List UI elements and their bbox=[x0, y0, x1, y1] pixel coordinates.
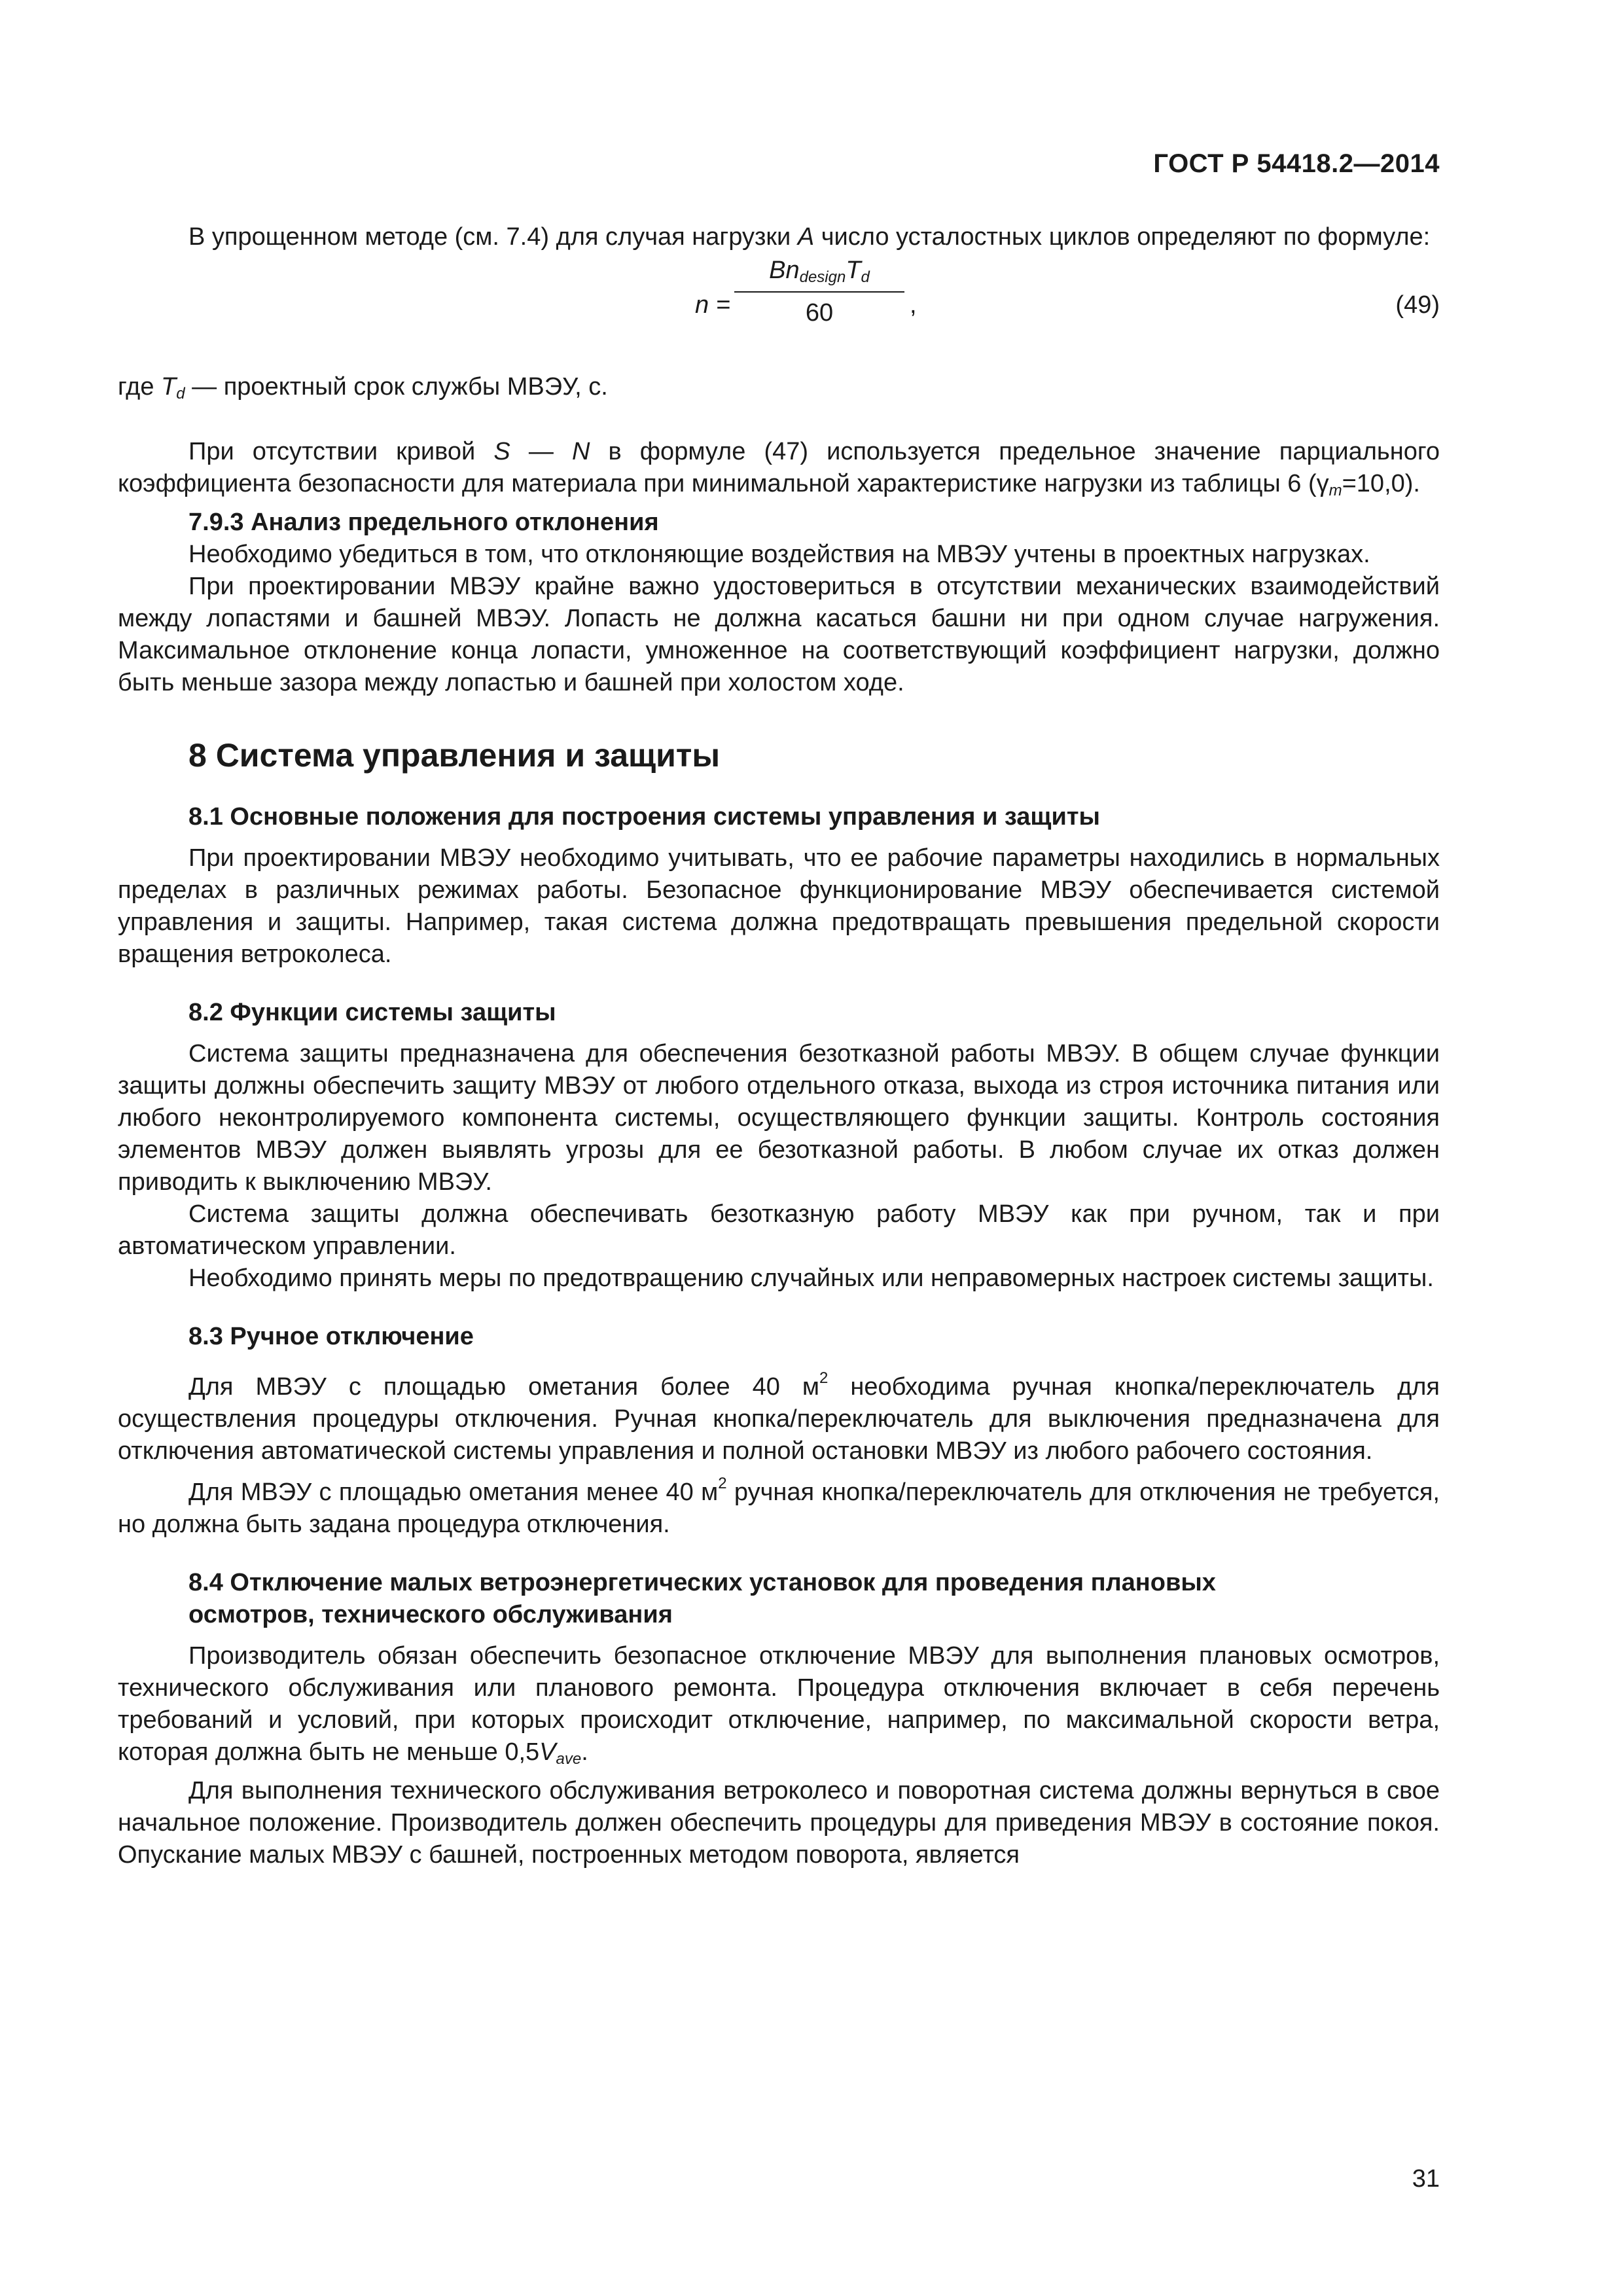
document-body bbox=[118, 221, 1440, 1871]
fraction-bar bbox=[734, 291, 904, 293]
variable-a: A bbox=[797, 223, 815, 251]
formula-49 bbox=[118, 253, 1440, 371]
heading-8-1: 8.1 Основные положения для построения системы управления и защиты bbox=[188, 803, 1100, 831]
paragraph-8-3-a: Для МВЭУ с площадью ометания более 40 $м^2$ необходима ручная кнопка/переключатель для осуществления процедуры отключения. Ручная кнопка/переключатель для выключения предназначена для отключения автоматической системы управления и полной остановки МВЭУ из любого рабочего состояния. bbox=[118, 1369, 1440, 1465]
formula-fraction bbox=[734, 253, 904, 328]
paragraph-simplified-method bbox=[118, 221, 1440, 253]
formula-lhs: n = bbox=[695, 291, 730, 319]
heading-8-4-line1: 8.4 Отключение малых ветроэнергетических установок для проведения плановых bbox=[188, 1569, 1216, 1596]
paragraph-8-4-a: Производитель обязан обеспечить безопасное отключение МВЭУ для выполнения плановых осмотров, технического обслуживания или планового ремонта. Процедура отключения включает в себя перечень требований и условий, при которых происходит отключение, например, по максимальной скорости ветра, которая должна быть не меньше $0,5V_{ave}$. bbox=[118, 1642, 1440, 1768]
paragraph-8-3-b: Для МВЭУ с площадью ометания менее 40 $м^2$ ручная кнопка/переключатель для отключения не требуется, но должна быть задана процедура отключения. bbox=[118, 1475, 1440, 1538]
formula-comma: , bbox=[910, 291, 917, 319]
heading-section-8: 8 Система управления и защиты bbox=[188, 737, 721, 774]
heading-8-3: 8.3 Ручное отключение bbox=[188, 1323, 474, 1350]
standard-header: ГОСТ Р 54418.2—2014 bbox=[1153, 149, 1440, 178]
text-run: число усталостных циклов определяют по формуле: bbox=[814, 223, 1431, 251]
paragraph-8-1: При проектировании МВЭУ необходимо учитывать, что ее рабочие параметры находились в нормальных пределах в различных режимах работы. Безопасное функционирование МВЭУ обеспечивается системой управления и защиты. Например, такая система должна предотвращать превышения предельной скорости вращения ветроколеса. bbox=[118, 844, 1440, 968]
formula-denominator: 60 bbox=[805, 299, 834, 327]
page-number: 31 bbox=[1412, 2165, 1440, 2193]
heading-7-9-3: 7.9.3 Анализ предельного отклонения bbox=[188, 509, 659, 536]
paragraph-8-4-b: Для выполнения технического обслуживания ветроколесо и поворотная система должны вернуться в свое начальное положение. Производитель должен обеспечить процедуры для приведения МВЭУ в состояние покоя. Опускание малых МВЭУ с башней, построенных методом поворота, является bbox=[118, 1777, 1440, 1869]
paragraph-8-2-a: Система защиты предназначена для обеспечения безотказной работы МВЭУ. В общем случае функции защиты должны обеспечить защиту МВЭУ от любого отдельного отказа, выхода из строя источника питания или любого неконтролируемого компонента системы, осуществляющего функции защиты. Контроль состояния элементов МВЭУ должен выявлять угрозы для ее безотказной работы. В любом случае их отказ должен приводить к выключению МВЭУ. bbox=[118, 1040, 1440, 1196]
formula-numerator: $Bn_{design}T_d$ bbox=[769, 257, 870, 286]
text-run: В упрощенном методе (см. 7.4) для случая нагрузки bbox=[188, 223, 798, 251]
paragraph-sn-curve: При отсутствии кривой S — N в формуле (47) используется предельное значение парциального коэффициента безопасности для материала при минимальной характеристике нагрузки из таблицы 6 $(\gamma_m=10,0)$. bbox=[118, 438, 1440, 499]
heading-8-2: 8.2 Функции системы защиты bbox=[188, 999, 556, 1026]
where-clause: где $T_d$ — проектный срок службы МВЭУ, с. bbox=[118, 373, 608, 403]
paragraph-deflection-loads: Необходимо убедиться в том, что отклоняющие воздействия на МВЭУ учтены в проектных нагрузках. bbox=[188, 541, 1370, 568]
paragraph-8-2-b: Система защиты должна обеспечивать безотказную работу МВЭУ как при ручном, так и при автоматическом управлении. bbox=[118, 1200, 1440, 1260]
formula-number: (49) bbox=[1395, 291, 1440, 319]
paragraph-blade-tower: При проектировании МВЭУ крайне важно удостовериться в отсутствии механических взаимодействий между лопастями и башней МВЭУ. Лопасть не должна касаться башни ни при одном случае нагружения. Максимальное отклонение конца лопасти, умноженное на соответствующий коэффициент нагрузки, должно быть меньше зазора между лопастью и башней при холостом ходе. bbox=[118, 573, 1440, 696]
heading-8-4-line2: осмотров, технического обслуживания bbox=[188, 1601, 673, 1628]
paragraph-8-2-c: Необходимо принять меры по предотвращению случайных или неправомерных настроек системы защиты. bbox=[188, 1265, 1434, 1292]
